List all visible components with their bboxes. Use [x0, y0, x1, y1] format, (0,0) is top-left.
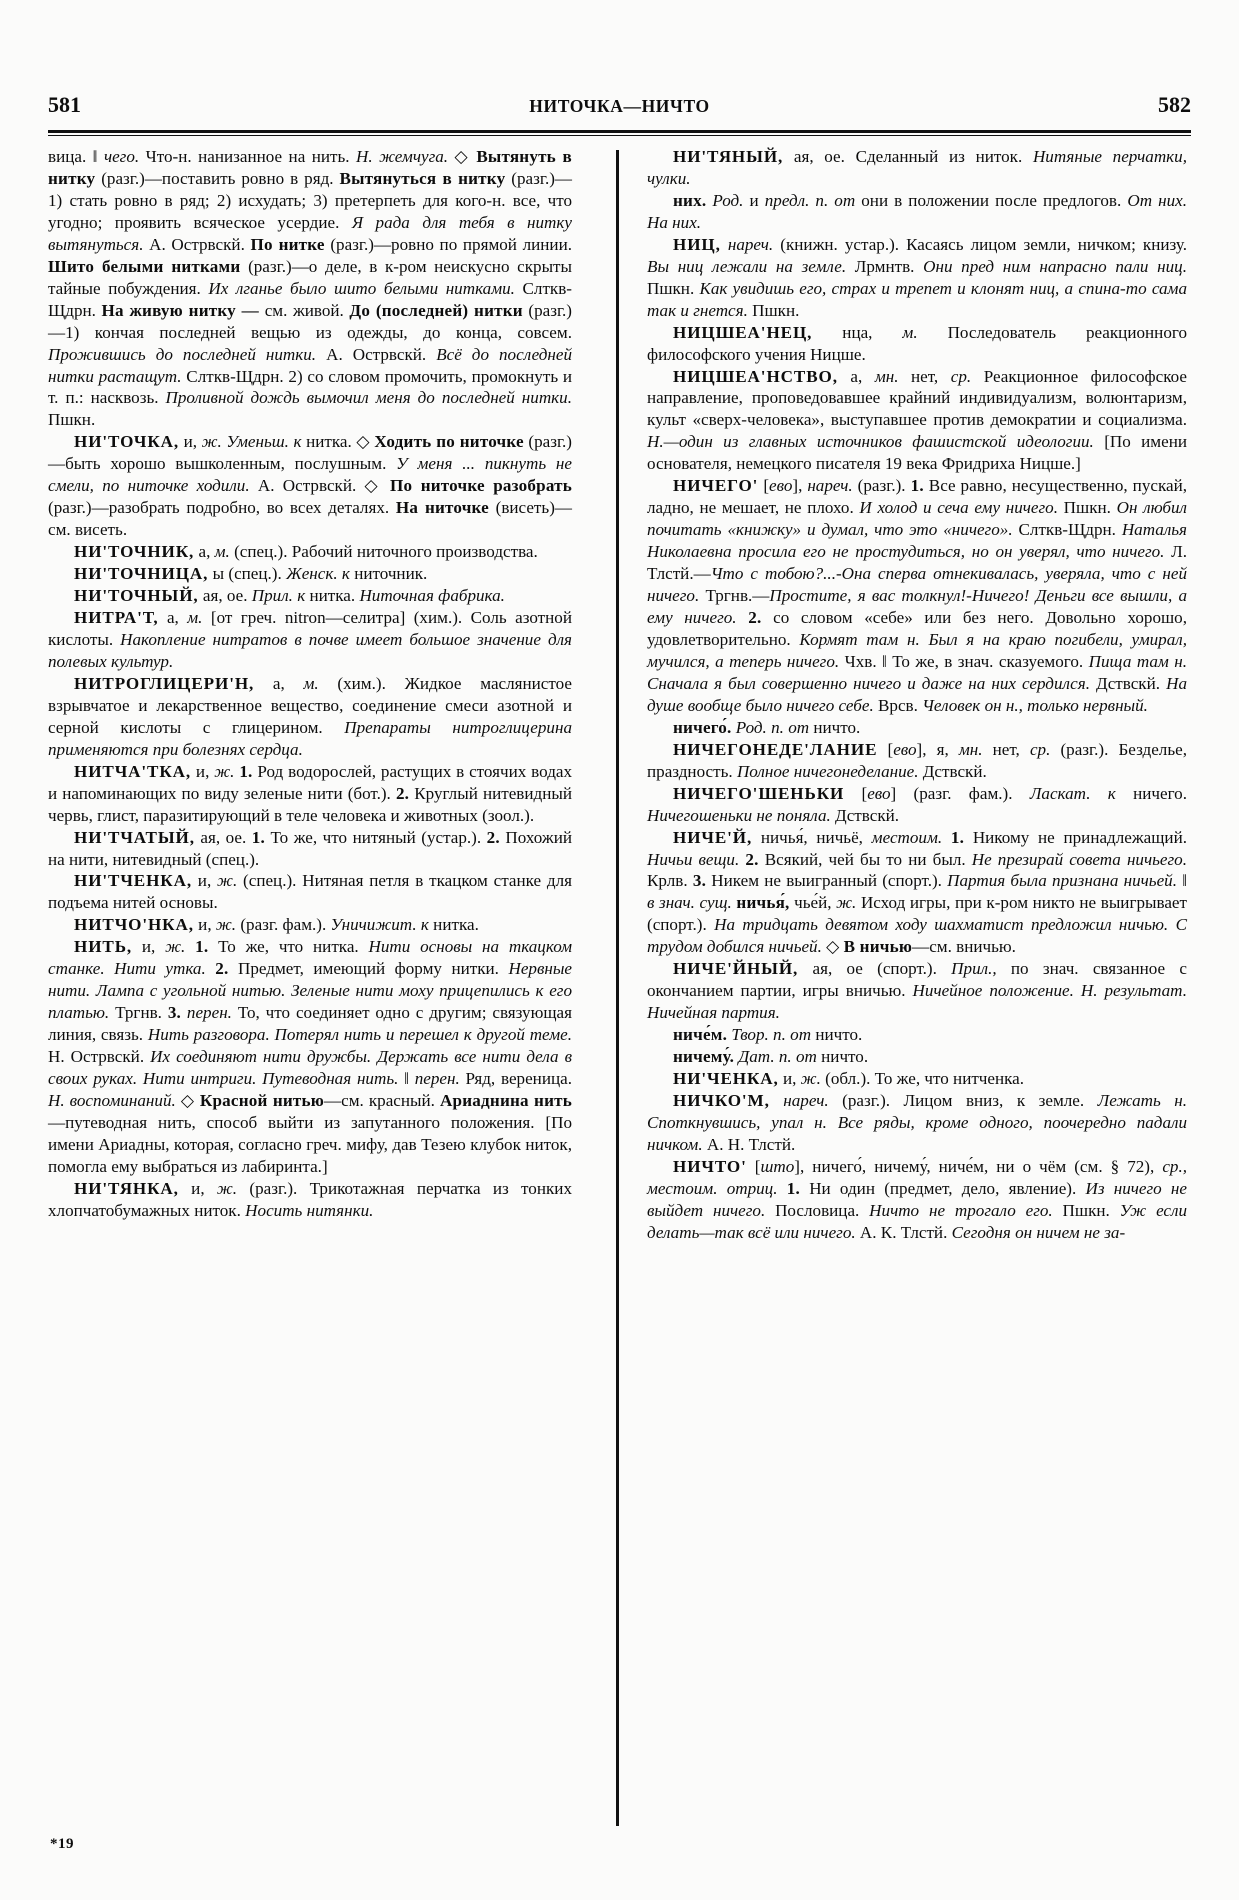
- column-right: [647, 146, 1187, 1826]
- dictionary-entry: НИЧЕГОНЕДЕ'ЛАНИЕ [ево], я, мн. нет, ср. (разг.). Безделье, праздность. Полное ничегонеделание. Дствскй.: [647, 739, 1187, 781]
- dictionary-entry: НИЧЕГО' [ево], нареч. (разг.). 1. Все равно, несущественно, пускай, ладно, не мешает, не плохо. И холод и сеча ему ничего. Пшкн. Он любил почитать «книжку» и думал, что это «ничего». Слткв-Щдрн. Наталья Николаевна просила его не простудиться, но он уверял, что ничего. Л. Тлстй.—Что с тобою?...-Она сперва отнекивалась, уверяла, что с ней ничего. Тргнв.—Простите, я вас толкнул!-Ничего! Деньги все вышли, а ему ничего. 2. со словом «себе» или без него. Довольно хорошо, удовлетворительно. Кормят там н. Был я на краю погибели, умирал, мучился, а теперь ничего. Чхв. ‖ То же, в знач. сказуемого. Пища там н. Сначала я был совершенно ничего и даже на них сердился. Дствскй. На душе вообще было ничего себе. Врсв. Человек он н., только нервный.: [647, 476, 1188, 715]
- columns-container: [48, 146, 1191, 1826]
- dictionary-entry: них. Род. и предл. п. от они в положении после предлогов. От них. На них.: [647, 190, 1187, 232]
- column-left: [48, 146, 588, 1826]
- dictionary-entry: НИЧТО' [што], ничего́, ничему́, ниче́м, ни о чём (см. § 72), ср., местоим. отриц. 1. Ни один (предмет, дело, явление). Из ничего не выйдет ничего. Пословица. Ничто не трогало его. Пшкн. Уж если делать—так всё или ничего. А. К. Тлстй. Сегодня он ничем не за-: [647, 1156, 1188, 1242]
- dictionary-entry: НИЧКО'М, нареч. (разг.). Лицом вниз, к земле. Лежать н. Споткнувшись, упал н. Все ряды, кроме одного, поочередно падали ничком. А. Н. Тлстй.: [647, 1090, 1187, 1154]
- dictionary-entry: НИ'ЧЕНКА, и, ж. (обл.). То же, что нитченка.: [673, 1069, 1025, 1089]
- header-rule-thick: [48, 130, 1191, 133]
- sheet-signature: *19: [50, 1836, 74, 1852]
- dictionary-entry: НИЦШЕА'НЕЦ, нца, м. Последователь реакционного философского учения Ницше.: [647, 322, 1188, 364]
- folio-left: 581: [48, 92, 81, 117]
- dictionary-entry: НИЦШЕА'НСТВО, а, мн. нет, ср. Реакционное философское направление, проповедовавшее крайний индивидуализм, волюнтаризм, культ «сверх-человека», выступавшее против демократии и социализма. Н.—один из главных источников фашистской идеологии. [По имени основателя, немецкого писателя 19 века Фридриха Ницше.]: [647, 366, 1187, 474]
- dictionary-entry: НИЦ, нареч. (книжн. устар.). Касаясь лицом земли, ничком; книзу. Вы ниц лежали на земле. Лрмнтв. Они пред ним напрасно пали ниц. Пшкн. Как увидишь его, страх и трепет и клонят ниц, а спина-то сама так и гнется. Пшкн.: [647, 234, 1187, 320]
- page-header: [48, 92, 1191, 126]
- column-divider: [616, 150, 619, 1826]
- dictionary-entry: НИ'ТЯНЫЙ, ая, ое. Сделанный из ниток. Нитяные перчатки, чулки.: [647, 147, 1187, 188]
- dictionary-entry: НИТЧО'НКА, и, ж. (разг. фам.). Уничижит. к нитка.: [74, 915, 479, 935]
- dictionary-entry: НИ'ТОЧНИЦА, ы (спец.). Женск. к ниточник.: [74, 564, 428, 584]
- dictionary-entry: НИЧЕ'ЙНЫЙ, ая, ое (спорт.). Прил., по знач. связанное с окончанием партии, игры вничью. Ничейное положение. Н. результат. Ничейная партия.: [647, 959, 1187, 1023]
- dictionary-entry: ниче́м. Твор. п. от ничто.: [673, 1025, 863, 1045]
- dictionary-entry: НИ'ТОЧКА, и, ж. Уменьш. к нитка. ◇ Ходить по ниточке (разг.)—быть хорошо вышколенным, послушным. У меня ... пикнуть не смели, по ниточке ходили. А. Острвскй. ◇ По ниточке разобрать (разг.)—разобрать подробно, во всех деталях. На ниточке (висеть)—см. висеть.: [48, 432, 573, 540]
- dictionary-entry: НИТРОГЛИЦЕРИ'Н, а, м. (хим.). Жидкое маслянистое взрывчатое и лекарственное вещество, соединение смеси азотной и серной кислоты с глицерином. Препараты нитроглицерина применяются при болезнях сердца.: [48, 673, 572, 759]
- dictionary-entry: НИ'ТОЧНЫЙ, ая, ое. Прил. к нитка. Ниточная фабрика.: [74, 586, 505, 606]
- dictionary-entry: НИТРА'Т, а, м. [от греч. nitron—селитра] (хим.). Соль азотной кислоты. Накопление нитратов в почве имеет большое значение для полевых культур.: [48, 608, 572, 671]
- dictionary-entry: вица. ‖ чего. Что-н. нанизанное на нить. Н. жемчуга. ◇ Вытянуть в нитку (разг.)—поставить ровно в ряд. Вытянуться в нитку (разг.)—1) стать ровно в ряд; 2) исхудать; 3) претерпеть для кого-н. все, что угодно; проявить всяческое усердие. Я рада для тебя в нитку вытянуться. А. Острвскй. По нитке (разг.)—ровно по прямой линии. Шито белыми нитками (разг.)—о деле, в к-ром неискусно скрыты тайные побуждения. Их лганье было шито белыми нитками. Слткв-Щдрн. На живую нитку — см. живой. До (последней) нитки (разг.)—1) кончая последней вещью из одежды, до конца, совсем. Прожившись до последней нитки. А. Острвскй. Всё до последней нитки растащут. Слткв-Щдрн. 2) со словом промочить, промокнуть и т. п.: насквозь. Проливной дождь вымочил меня до последней нитки. Пшкн.: [48, 147, 573, 430]
- dictionary-entry: НИЧЕГО'ШЕНЬКИ [ево] (разг. фам.). Ласкат. к ничего. Ничегошеньки не поняла. Дствскй.: [647, 783, 1187, 825]
- dictionary-entry: НИ'ТЧАТЫЙ, ая, ое. 1. То же, что нитяный (устар.). 2. Похожий на нити, нитевидный (спец.).: [48, 827, 572, 869]
- dictionary-entry: НИЧЕ'Й, ничья́, ничьё, местоим. 1. Никому не принадлежащий. Ничьи вещи. 2. Всякий, чей бы то ни был. Не презирай совета ничьего. Крлв. 3. Никем не выигранный (спорт.). Партия была признана ничьей. ‖ в знач. сущ. ничья́, чье́й, ж. Исход игры, при к-ром никто не выигрывает (спорт.). На тридцать девятом ходу шахматист предложил ничью. С трудом добился ничьей. ◇ В ничью—см. вничью.: [647, 827, 1188, 957]
- dictionary-entry: НИТЬ, и, ж. 1. То же, что нитка. Нити основы на ткацком станке. Нити утка. 2. Предмет, имеющий форму нитки. Нервные нити. Лампа с угольной нитью. Зеленые нити моху прицепились к его платью. Тргнв. 3. перен. То, что соединяет одно с другим; связующая линия, связь. Нить разговора. Потерял нить и перешел к другой теме. Н. Острвскй. Их соединяют нити дружбы. Держать все нити дела в своих руках. Нити интриги. Путеводная нить. ‖ перен. Ряд, вереница. Н. воспоминаний. ◇ Красной нитью—см. красный. Ариаднина нить—путеводная нить, способ выйти из запутанного положения. [По имени Ариадны, которая, согласно греч. мифу, дав Тезею клубок ниток, помогла ему выбраться из лабиринта.]: [48, 937, 573, 1176]
- dictionary-entry: НИ'ТЯНКА, и, ж. (разг.). Трикотажная перчатка из тонких хлопчатобумажных ниток. Носить нитянки.: [48, 1178, 572, 1220]
- dictionary-entry: НИ'ТЧЕНКА, и, ж. (спец.). Нитяная петля в ткацком станке для подъема нитей основы.: [48, 871, 573, 913]
- header-rule: [48, 130, 1191, 136]
- dictionary-entry: НИТЧА'ТКА, и, ж. 1. Род водорослей, растущих в стоячих водах и напоминающих по виду зеленые нити (бот.). 2. Круглый нитевидный червь, глист, паразитирующий в теле человека и животных (зоол.).: [48, 761, 573, 825]
- dictionary-entry: ничему́. Дат. п. от ничто.: [673, 1047, 869, 1067]
- header-rule-thin: [48, 135, 1191, 136]
- folio-right: 582: [1158, 92, 1191, 117]
- dictionary-entry: ничего́. Род. п. от ничто.: [673, 717, 861, 737]
- dictionary-entry: НИ'ТОЧНИК, а, м. (спец.). Рабочий ниточного производства.: [74, 542, 538, 562]
- running-head: НИТОЧКА—НИЧТО: [529, 96, 710, 116]
